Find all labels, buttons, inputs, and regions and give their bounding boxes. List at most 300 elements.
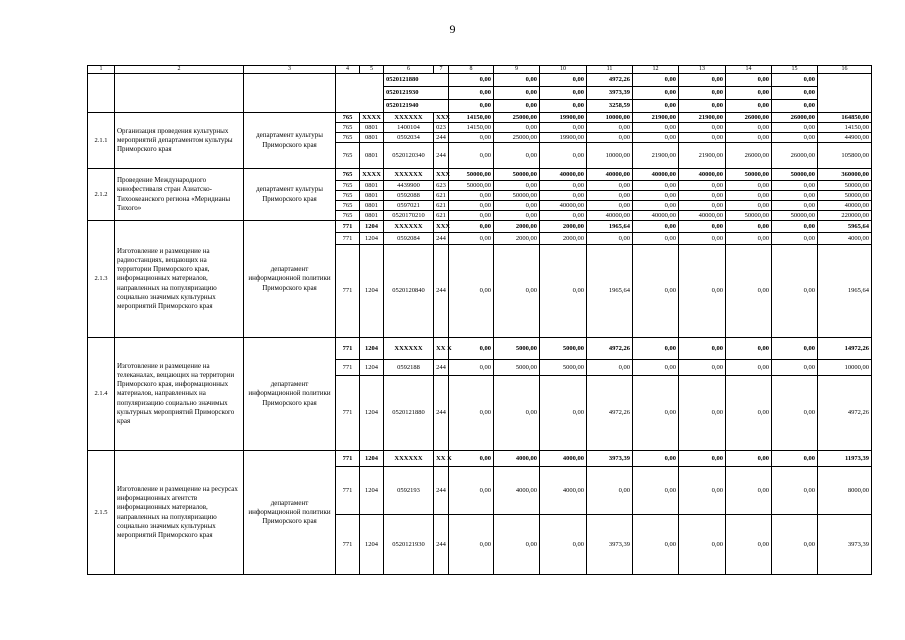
value-cell: 0,00: [679, 451, 726, 467]
value-cell: 0,00: [587, 467, 633, 515]
section-name: Организация проведения культурных мероприятий департаментом культуры Приморского края: [115, 113, 244, 169]
value-cell: 0,00: [726, 451, 772, 467]
value-cell: 0,00: [726, 74, 772, 87]
code-cell: 621: [434, 201, 449, 211]
value-cell: 3973,39: [818, 515, 872, 575]
code-cell: XXXX: [360, 169, 384, 181]
code-cell: XX X: [434, 451, 449, 467]
header-cell: 14: [726, 66, 772, 74]
code-cell: 0801: [360, 191, 384, 201]
value-cell: 44900,00: [818, 133, 872, 143]
value-cell: 0,00: [540, 515, 587, 575]
section-department: департамент информационной политики Приморского края: [244, 451, 336, 575]
value-cell: 0,00: [679, 338, 726, 360]
code-cell: 765: [336, 123, 360, 133]
value-cell: 19900,00: [540, 133, 587, 143]
section-index: 2.1.4: [88, 338, 115, 451]
code-cell: 4439900: [384, 181, 434, 191]
value-cell: 0,00: [679, 201, 726, 211]
value-cell: 0,00: [772, 221, 818, 233]
code-cell: 0592084: [384, 233, 434, 245]
value-cell: 40000,00: [540, 169, 587, 181]
header-cell: 16: [818, 66, 872, 74]
value-cell: 0,00: [540, 123, 587, 133]
code-cell: 1204: [360, 245, 384, 338]
value-cell: 0,00: [726, 221, 772, 233]
value-cell: 5000,00: [540, 338, 587, 360]
section-department: департамент информационной политики Приморского края: [244, 221, 336, 338]
value-cell: 0,00: [449, 87, 494, 100]
value-cell: 14150,00: [449, 123, 494, 133]
header-cell: 12: [633, 66, 679, 74]
value-cell: 0,00: [587, 360, 633, 376]
value-cell: 0,00: [587, 133, 633, 143]
section-name: Изготовление и размещение на ресурсах информационных агентств информационных материалов, направленных на популяризацию социально значимых культурных мероприятий Приморского края: [115, 451, 244, 575]
header-cell: 1: [88, 66, 115, 74]
value-cell: 3258,59: [587, 100, 633, 113]
empty-cell: [336, 74, 384, 113]
code-cell: 1204: [360, 233, 384, 245]
value-cell: 0,00: [494, 376, 540, 451]
value-cell: 0,00: [494, 211, 540, 221]
value-cell: 5000,00: [540, 360, 587, 376]
value-cell: 0,00: [772, 181, 818, 191]
value-cell: 4000,00: [540, 467, 587, 515]
code-cell: 0520121930: [384, 87, 449, 100]
value-cell: 0,00: [587, 191, 633, 201]
value-cell: 10000,00: [587, 143, 633, 169]
value-cell: 0,00: [449, 451, 494, 467]
value-cell: 0,00: [633, 74, 679, 87]
value-cell: 3973,39: [587, 451, 633, 467]
value-cell: 0,00: [726, 133, 772, 143]
code-cell: 765: [336, 113, 360, 123]
value-cell: 26000,00: [772, 143, 818, 169]
value-cell: 2000,00: [494, 221, 540, 233]
value-cell: 0,00: [449, 233, 494, 245]
value-cell: 0,00: [494, 245, 540, 338]
code-cell: 0592193: [384, 467, 434, 515]
value-cell: 0,00: [679, 245, 726, 338]
value-cell: 0,00: [494, 74, 540, 87]
code-cell: XXX: [434, 221, 449, 233]
empty-cell: [818, 74, 872, 113]
value-cell: 40000,00: [587, 211, 633, 221]
code-cell: 1204: [360, 360, 384, 376]
code-cell: 0520120840: [384, 245, 434, 338]
empty-cell: [244, 74, 336, 113]
value-cell: 50000,00: [726, 211, 772, 221]
code-cell: 0592034: [384, 133, 434, 143]
value-cell: 0,00: [726, 360, 772, 376]
value-cell: 0,00: [633, 100, 679, 113]
value-cell: 0,00: [633, 515, 679, 575]
section-index: 2.1.3: [88, 221, 115, 338]
value-cell: 50000,00: [818, 181, 872, 191]
value-cell: 0,00: [540, 211, 587, 221]
header-cell: 11: [587, 66, 633, 74]
code-cell: 244: [434, 467, 449, 515]
value-cell: 0,00: [772, 245, 818, 338]
value-cell: 1965,64: [587, 221, 633, 233]
value-cell: 0,00: [449, 221, 494, 233]
value-cell: 0,00: [726, 87, 772, 100]
value-cell: 0,00: [449, 191, 494, 201]
header-cell: 13: [679, 66, 726, 74]
header-cell: 10: [540, 66, 587, 74]
value-cell: 4000,00: [540, 451, 587, 467]
code-cell: 244: [434, 133, 449, 143]
value-cell: 2000,00: [494, 233, 540, 245]
value-cell: 0,00: [633, 221, 679, 233]
value-cell: 0,00: [449, 143, 494, 169]
value-cell: 0,00: [494, 181, 540, 191]
value-cell: 0,00: [726, 245, 772, 338]
value-cell: 105800,00: [818, 143, 872, 169]
header-cell: 9: [494, 66, 540, 74]
code-cell: 771: [336, 245, 360, 338]
code-cell: 244: [434, 360, 449, 376]
code-cell: 623: [434, 181, 449, 191]
value-cell: 360000,00: [818, 169, 872, 181]
code-cell: 765: [336, 133, 360, 143]
value-cell: 220000,00: [818, 211, 872, 221]
code-cell: XXX: [434, 113, 449, 123]
value-cell: 21900,00: [679, 143, 726, 169]
code-cell: 621: [434, 191, 449, 201]
header-cell: 5: [360, 66, 384, 74]
value-cell: 0,00: [679, 233, 726, 245]
code-cell: 0520170210: [384, 211, 434, 221]
value-cell: 14972,26: [818, 338, 872, 360]
value-cell: 14150,00: [818, 123, 872, 133]
header-cell: 6: [384, 66, 434, 74]
code-cell: XXXXXX: [384, 221, 434, 233]
value-cell: 40000,00: [679, 211, 726, 221]
value-cell: 0,00: [494, 201, 540, 211]
value-cell: 164850,00: [818, 113, 872, 123]
value-cell: 1965,64: [818, 245, 872, 338]
table-row: [88, 338, 872, 360]
value-cell: 0,00: [679, 133, 726, 143]
value-cell: 0,00: [772, 74, 818, 87]
code-cell: 765: [336, 191, 360, 201]
value-cell: 0,00: [494, 143, 540, 169]
value-cell: 50000,00: [726, 169, 772, 181]
value-cell: 26000,00: [772, 113, 818, 123]
value-cell: 3973,39: [587, 515, 633, 575]
value-cell: 0,00: [772, 338, 818, 360]
value-cell: 14150,00: [449, 113, 494, 123]
code-cell: 0801: [360, 123, 384, 133]
value-cell: 0,00: [726, 201, 772, 211]
value-cell: 0,00: [449, 100, 494, 113]
section-department: департамент культуры Приморского края: [244, 169, 336, 221]
value-cell: 0,00: [772, 360, 818, 376]
code-cell: 0520121880: [384, 74, 449, 87]
value-cell: 0,00: [679, 191, 726, 201]
code-cell: 771: [336, 451, 360, 467]
value-cell: 4000,00: [494, 467, 540, 515]
code-cell: 0801: [360, 143, 384, 169]
code-cell: 0801: [360, 181, 384, 191]
code-cell: 1204: [360, 467, 384, 515]
value-cell: 0,00: [633, 245, 679, 338]
code-cell: 0801: [360, 133, 384, 143]
value-cell: 1965,64: [587, 245, 633, 338]
table-row: [88, 169, 872, 181]
code-cell: XXXXXX: [384, 451, 434, 467]
value-cell: 40000,00: [633, 169, 679, 181]
value-cell: 0,00: [540, 376, 587, 451]
code-cell: 771: [336, 338, 360, 360]
value-cell: 0,00: [540, 245, 587, 338]
code-cell: 0520120340: [384, 143, 434, 169]
value-cell: 50000,00: [818, 191, 872, 201]
value-cell: 0,00: [633, 181, 679, 191]
budget-table: [87, 65, 872, 575]
value-cell: 0,00: [633, 338, 679, 360]
value-cell: 0,00: [540, 143, 587, 169]
value-cell: 40000,00: [633, 211, 679, 221]
header-cell: 4: [336, 66, 360, 74]
code-cell: 0801: [360, 201, 384, 211]
value-cell: 0,00: [494, 87, 540, 100]
code-cell: 244: [434, 515, 449, 575]
value-cell: 50000,00: [772, 169, 818, 181]
value-cell: 8000,00: [818, 467, 872, 515]
value-cell: 0,00: [679, 181, 726, 191]
code-cell: XXXXXX: [384, 113, 434, 123]
code-cell: 1204: [360, 515, 384, 575]
value-cell: 0,00: [726, 191, 772, 201]
code-cell: 1400104: [384, 123, 434, 133]
value-cell: 50000,00: [494, 169, 540, 181]
table-row: [88, 113, 872, 123]
code-cell: 765: [336, 181, 360, 191]
value-cell: 0,00: [772, 467, 818, 515]
value-cell: 4972,26: [587, 338, 633, 360]
value-cell: 40000,00: [679, 169, 726, 181]
value-cell: 50000,00: [494, 191, 540, 201]
section-department: департамент культуры Приморского края: [244, 113, 336, 169]
value-cell: 0,00: [633, 201, 679, 211]
code-cell: 765: [336, 169, 360, 181]
value-cell: 3973,39: [587, 87, 633, 100]
value-cell: 0,00: [726, 123, 772, 133]
section-index: 2.1.2: [88, 169, 115, 221]
code-cell: 771: [336, 467, 360, 515]
table-header-row: [88, 66, 872, 74]
code-cell: 1204: [360, 376, 384, 451]
code-cell: 1204: [360, 221, 384, 233]
value-cell: 0,00: [633, 451, 679, 467]
code-cell: 244: [434, 143, 449, 169]
value-cell: 50000,00: [449, 181, 494, 191]
value-cell: 21900,00: [633, 143, 679, 169]
table-row: [88, 221, 872, 233]
code-cell: 0597021: [384, 201, 434, 211]
value-cell: 0,00: [772, 376, 818, 451]
value-cell: 25000,00: [494, 113, 540, 123]
value-cell: 0,00: [449, 211, 494, 221]
code-cell: 0520121930: [384, 515, 434, 575]
section-index: 2.1.1: [88, 113, 115, 169]
section-department: департамент информационной политики Приморского края: [244, 338, 336, 451]
value-cell: 0,00: [540, 191, 587, 201]
code-cell: 771: [336, 221, 360, 233]
value-cell: 5000,00: [494, 338, 540, 360]
header-cell: 8: [449, 66, 494, 74]
value-cell: 26000,00: [726, 113, 772, 123]
value-cell: 50000,00: [772, 211, 818, 221]
value-cell: 0,00: [679, 515, 726, 575]
code-cell: 244: [434, 245, 449, 338]
value-cell: 0,00: [772, 451, 818, 467]
section-index: 2.1.5: [88, 451, 115, 575]
table-row: [88, 74, 872, 87]
value-cell: 0,00: [540, 100, 587, 113]
value-cell: 25000,00: [494, 133, 540, 143]
code-cell: 0801: [360, 211, 384, 221]
code-cell: 765: [336, 201, 360, 211]
value-cell: 0,00: [772, 515, 818, 575]
value-cell: 0,00: [772, 100, 818, 113]
value-cell: 2000,00: [540, 233, 587, 245]
value-cell: 0,00: [679, 360, 726, 376]
code-cell: 023: [434, 123, 449, 133]
value-cell: 5000,00: [494, 360, 540, 376]
header-cell: 2: [115, 66, 244, 74]
value-cell: 0,00: [587, 123, 633, 133]
value-cell: 11973,39: [818, 451, 872, 467]
code-cell: 771: [336, 515, 360, 575]
value-cell: 0,00: [494, 123, 540, 133]
value-cell: 0,00: [449, 360, 494, 376]
code-cell: 771: [336, 233, 360, 245]
code-cell: 771: [336, 360, 360, 376]
code-cell: 1204: [360, 451, 384, 467]
empty-cell: [88, 74, 115, 113]
value-cell: 0,00: [540, 87, 587, 100]
value-cell: 4972,26: [587, 74, 633, 87]
empty-cell: [115, 74, 244, 113]
value-cell: 0,00: [449, 201, 494, 211]
value-cell: 0,00: [726, 100, 772, 113]
table-row: [88, 451, 872, 467]
code-cell: 621: [434, 211, 449, 221]
value-cell: 0,00: [449, 74, 494, 87]
page-number: 9: [449, 22, 456, 36]
header-cell: 3: [244, 66, 336, 74]
code-cell: XXXX: [360, 113, 384, 123]
code-cell: 771: [336, 376, 360, 451]
value-cell: 0,00: [679, 467, 726, 515]
value-cell: 0,00: [772, 201, 818, 211]
value-cell: 40000,00: [540, 201, 587, 211]
value-cell: 0,00: [633, 233, 679, 245]
header-cell: 7: [434, 66, 449, 74]
value-cell: 4000,00: [818, 233, 872, 245]
value-cell: 0,00: [633, 467, 679, 515]
section-name: Проведение Международного кинофестиваля стран Азиатско-Тихоокеанского региона «Меридианы Тихого»: [115, 169, 244, 221]
code-cell: 244: [434, 233, 449, 245]
code-cell: XXXXXX: [384, 169, 434, 181]
value-cell: 0,00: [772, 191, 818, 201]
value-cell: 0,00: [679, 100, 726, 113]
value-cell: 0,00: [494, 100, 540, 113]
value-cell: 0,00: [449, 467, 494, 515]
value-cell: 0,00: [494, 515, 540, 575]
value-cell: 4000,00: [494, 451, 540, 467]
value-cell: 40000,00: [587, 169, 633, 181]
value-cell: 0,00: [679, 123, 726, 133]
value-cell: 10000,00: [587, 113, 633, 123]
header-cell: 15: [772, 66, 818, 74]
code-cell: 0520121880: [384, 376, 434, 451]
code-cell: 765: [336, 211, 360, 221]
value-cell: 4972,26: [818, 376, 872, 451]
value-cell: 0,00: [449, 245, 494, 338]
value-cell: 0,00: [679, 221, 726, 233]
value-cell: 21900,00: [633, 113, 679, 123]
value-cell: 0,00: [633, 123, 679, 133]
value-cell: 0,00: [726, 467, 772, 515]
value-cell: 26000,00: [726, 143, 772, 169]
value-cell: 0,00: [633, 133, 679, 143]
value-cell: 0,00: [449, 133, 494, 143]
value-cell: 0,00: [633, 376, 679, 451]
value-cell: 0,00: [540, 181, 587, 191]
value-cell: 0,00: [679, 87, 726, 100]
code-cell: XX X: [434, 338, 449, 360]
code-cell: 765: [336, 143, 360, 169]
value-cell: 0,00: [449, 376, 494, 451]
value-cell: 0,00: [633, 191, 679, 201]
value-cell: 0,00: [726, 181, 772, 191]
code-cell: 0592088: [384, 191, 434, 201]
code-cell: 244: [434, 376, 449, 451]
value-cell: 21900,00: [679, 113, 726, 123]
value-cell: 40000,00: [818, 201, 872, 211]
value-cell: 0,00: [726, 338, 772, 360]
value-cell: 0,00: [679, 376, 726, 451]
value-cell: 50000,00: [449, 169, 494, 181]
value-cell: 0,00: [587, 201, 633, 211]
value-cell: 0,00: [772, 87, 818, 100]
code-cell: 0520121940: [384, 100, 449, 113]
value-cell: 4972,26: [587, 376, 633, 451]
value-cell: 0,00: [726, 233, 772, 245]
value-cell: 0,00: [633, 360, 679, 376]
value-cell: 0,00: [449, 515, 494, 575]
value-cell: 0,00: [772, 133, 818, 143]
value-cell: 0,00: [540, 74, 587, 87]
value-cell: 0,00: [726, 376, 772, 451]
code-cell: XXX: [434, 169, 449, 181]
value-cell: 2000,00: [540, 221, 587, 233]
value-cell: 0,00: [587, 181, 633, 191]
section-name: Изготовление и размещение на телеканалах, вещающих на территории Приморского края, информационных материалов, направленных на популяризацию социально значимых культурных мероприятий Приморского края: [115, 338, 244, 451]
value-cell: 0,00: [633, 87, 679, 100]
code-cell: 0592188: [384, 360, 434, 376]
code-cell: XXXXXX: [384, 338, 434, 360]
value-cell: 0,00: [726, 515, 772, 575]
value-cell: 19900,00: [540, 113, 587, 123]
code-cell: 1204: [360, 338, 384, 360]
value-cell: 0,00: [587, 233, 633, 245]
value-cell: 10000,00: [818, 360, 872, 376]
